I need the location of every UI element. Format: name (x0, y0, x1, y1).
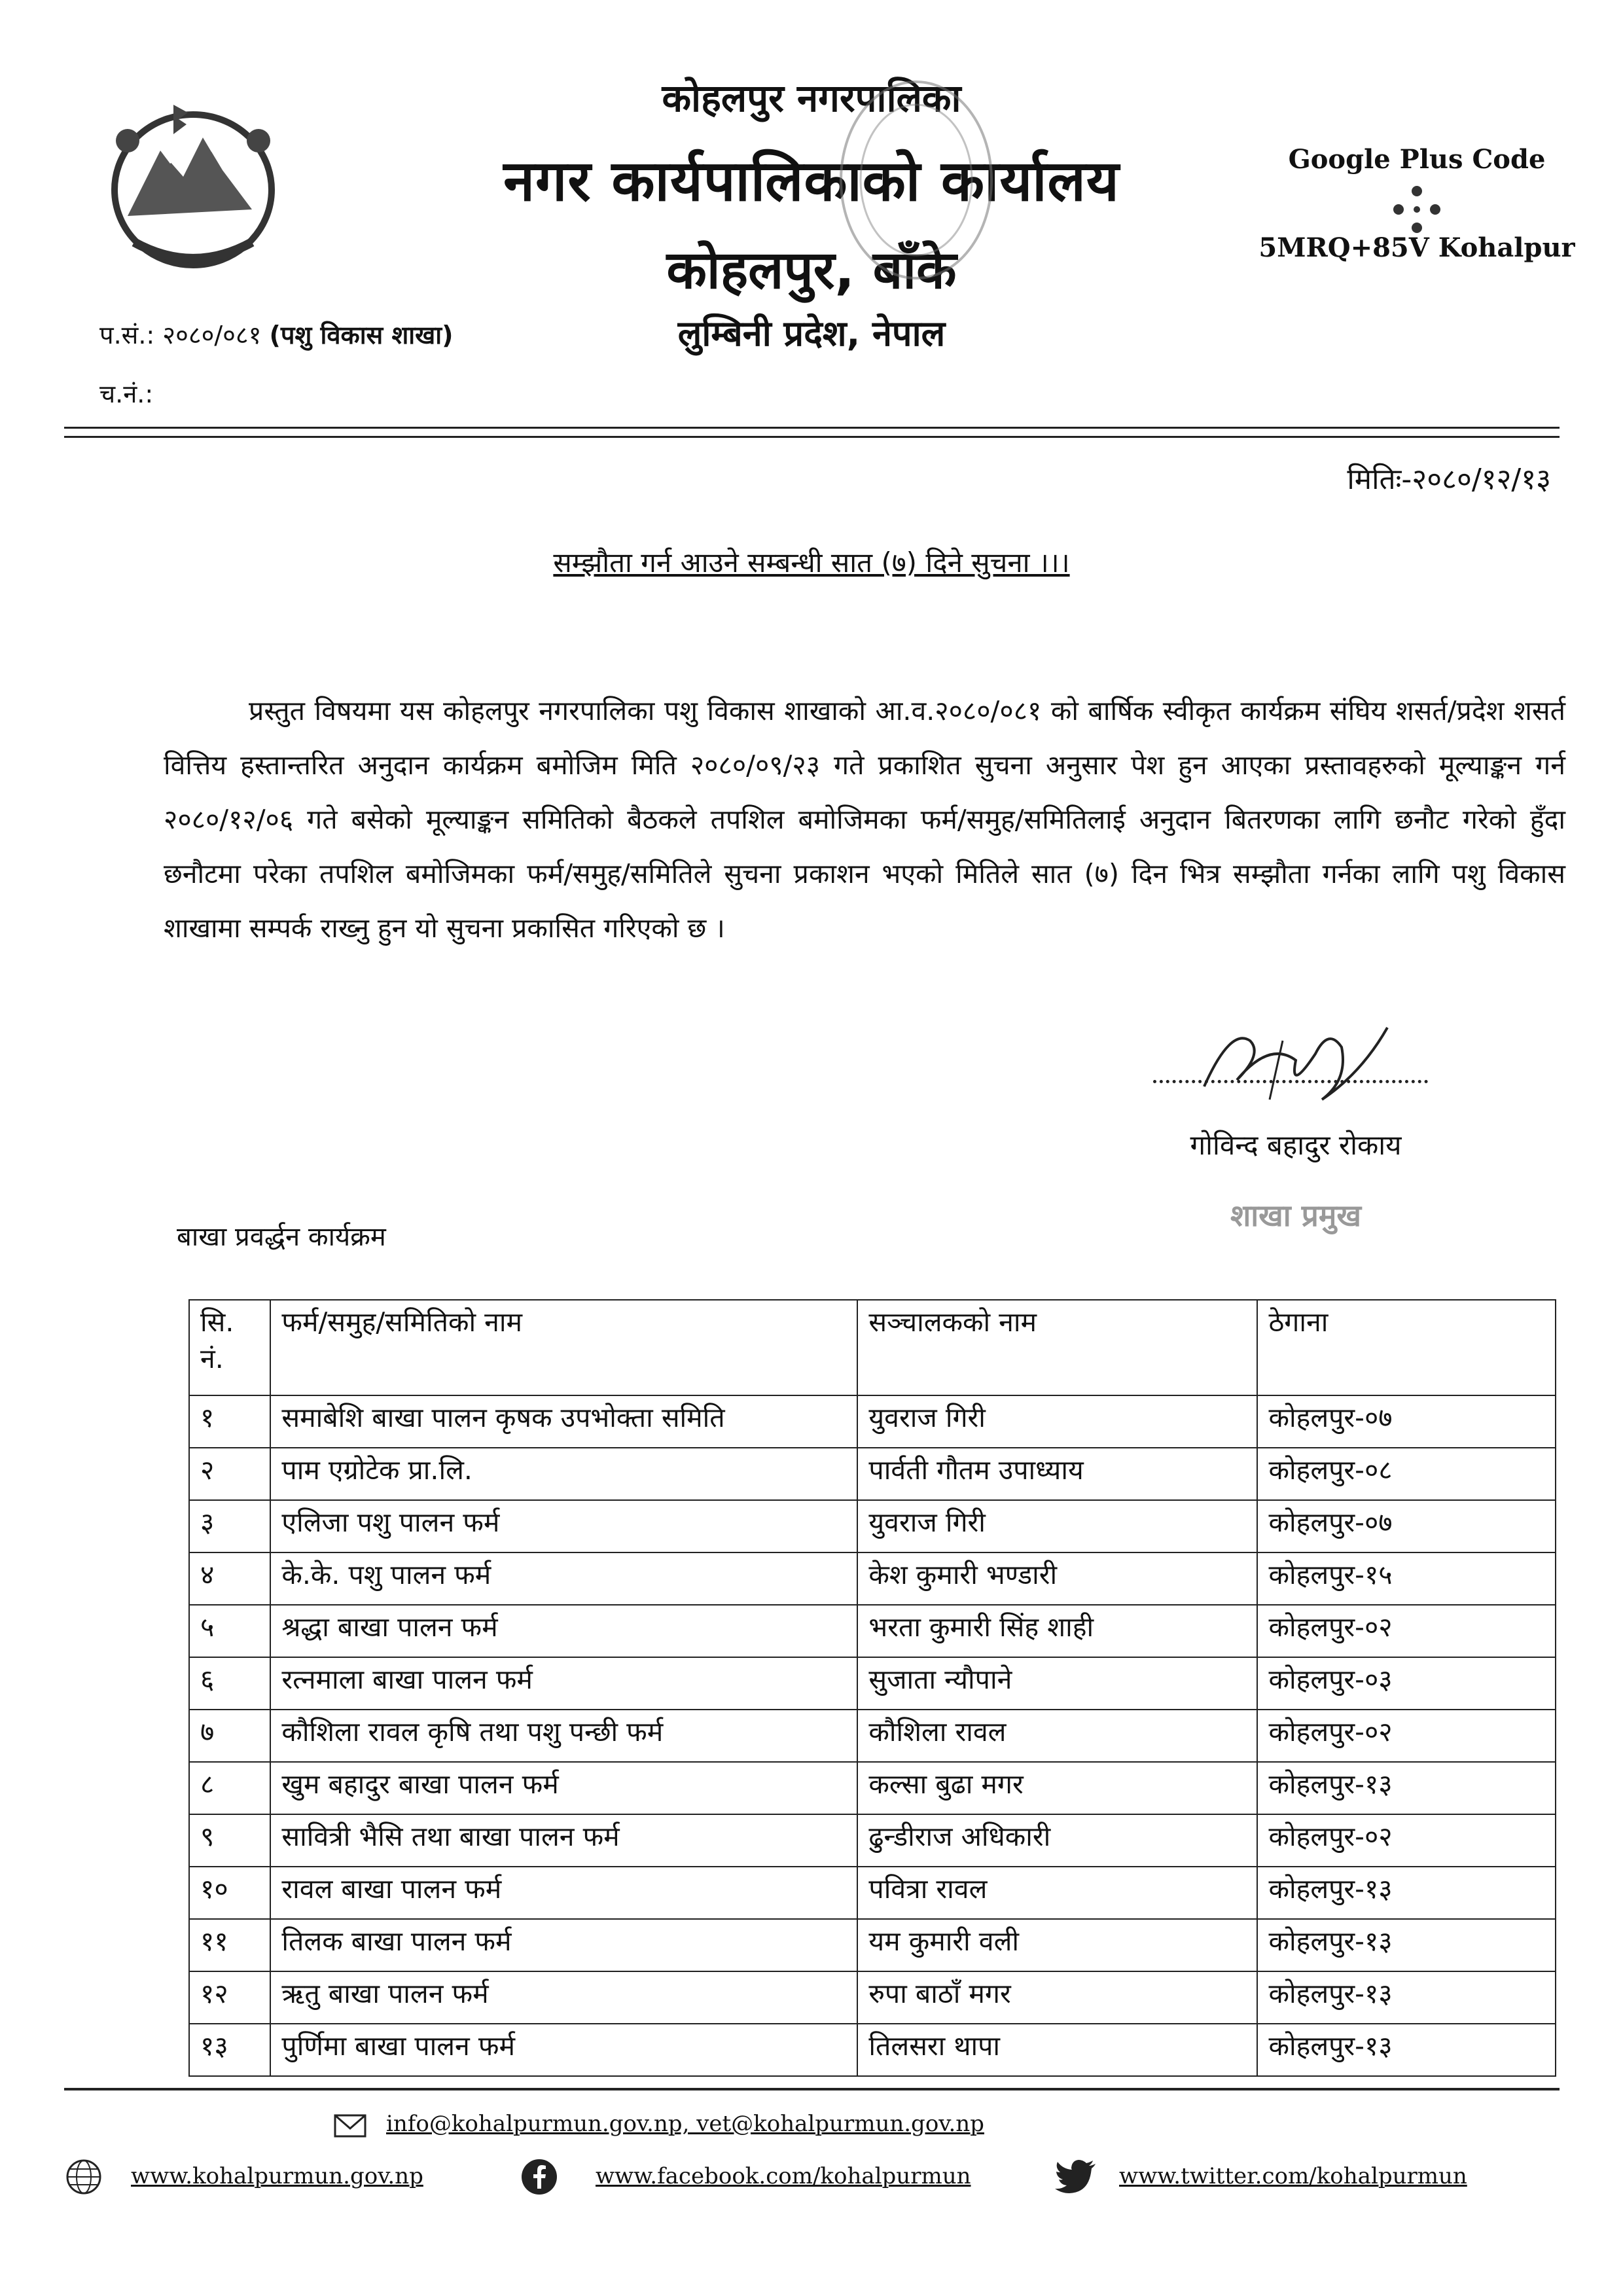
header-firm: फर्म/समुह/समितिको नाम (270, 1300, 857, 1395)
cell-operator-name: केश कुमारी भण्डारी (857, 1552, 1257, 1605)
province-country: लुम्बिनी प्रदेश, नेपाल (677, 313, 946, 354)
table-row (189, 1762, 1556, 1814)
cell-serial: ६ (189, 1657, 270, 1710)
cell-address: कोहलपुर-१३ (1257, 2024, 1556, 2076)
facebook-icon (521, 2159, 558, 2195)
cell-address: कोहलपुर-०७ (1257, 1500, 1556, 1552)
plus-code-title: Google Plus Code (1288, 144, 1546, 175)
office-name: नगर कार्यपालिकाको कार्यालय (503, 149, 1120, 214)
signature-image (1191, 1001, 1400, 1126)
cell-serial: १३ (189, 2024, 270, 2076)
notice-subject: सम्झौता गर्न आउने सम्बन्धी सात (७) दिने सुचना ।।। (553, 547, 1070, 579)
signatory-title-stamp: शाखा प्रमुख (1230, 1198, 1362, 1233)
cell-address: कोहलपुर-०८ (1257, 1448, 1556, 1500)
cell-firm-name: पुर्णिमा बाखा पालन फर्म (270, 2024, 857, 2076)
cell-address: कोहलपुर-०३ (1257, 1657, 1556, 1710)
cell-firm-name: ऋतु बाखा पालन फर्म (270, 1971, 857, 2024)
office-location: कोहलपुर, बाँके (666, 240, 957, 300)
cell-serial: ८ (189, 1762, 270, 1814)
cell-serial: १० (189, 1867, 270, 1919)
globe-icon (65, 2159, 102, 2195)
cell-operator-name: भरता कुमारी सिंह शाही (857, 1605, 1257, 1657)
table-row (189, 1448, 1556, 1500)
footer-divider (64, 2088, 1560, 2090)
header-address: ठेगाना (1257, 1300, 1556, 1395)
table-row (189, 1552, 1556, 1605)
table-row (189, 1395, 1556, 1448)
table-row (189, 1919, 1556, 1971)
footer-facebook[interactable]: www.facebook.com/kohalpurmun (596, 2163, 971, 2189)
plus-code-icon (1391, 183, 1443, 236)
municipality-name: कोहलपुर नगरपालिका (662, 76, 961, 120)
cell-address: कोहलपुर-०२ (1257, 1814, 1556, 1867)
cell-address: कोहलपुर-१५ (1257, 1552, 1556, 1605)
cell-firm-name: के.के. पशु पालन फर्म (270, 1552, 857, 1605)
cell-operator-name: पवित्रा रावल (857, 1867, 1257, 1919)
twitter-icon (1055, 2160, 1097, 2194)
reference-number (99, 317, 453, 351)
cell-operator-name: यम कुमारी वली (857, 1919, 1257, 1971)
cell-operator-name: तिलसरा थापा (857, 2024, 1257, 2076)
table-row (189, 1605, 1556, 1657)
header-serial: सि. नं. (189, 1300, 270, 1395)
cell-address: कोहलपुर-१३ (1257, 1762, 1556, 1814)
table-row (189, 1814, 1556, 1867)
cell-firm-name: श्रद्धा बाखा पालन फर्म (270, 1605, 857, 1657)
mail-icon (334, 2114, 366, 2138)
cell-address: कोहलपुर-१३ (1257, 1971, 1556, 2024)
chalani-number: च.नं.: (99, 380, 154, 408)
cell-serial: ११ (189, 1919, 270, 1971)
cell-firm-name: एलिजा पशु पालन फर्म (270, 1500, 857, 1552)
footer-email[interactable]: info@kohalpurmun.gov.np, vet@kohalpurmun.gov.np (386, 2111, 984, 2137)
cell-address: कोहलपुर-०२ (1257, 1605, 1556, 1657)
cell-serial: २ (189, 1448, 270, 1500)
cell-address: कोहलपुर-०२ (1257, 1710, 1556, 1762)
cell-serial: १२ (189, 1971, 270, 2024)
header-divider (64, 427, 1560, 429)
plus-code-value: 5MRQ+85V Kohalpur (1258, 232, 1575, 263)
table-row (189, 1867, 1556, 1919)
cell-firm-name: कौशिला रावल कृषि तथा पशु पन्छी फर्म (270, 1710, 857, 1762)
cell-firm-name: तिलक बाखा पालन फर्म (270, 1919, 857, 1971)
table-row (189, 1710, 1556, 1762)
cell-serial: ४ (189, 1552, 270, 1605)
header-operator: सञ्चालकको नाम (857, 1300, 1257, 1395)
cell-operator-name: सुजाता न्यौपाने (857, 1657, 1257, 1710)
cell-firm-name: रावल बाखा पालन फर्म (270, 1867, 857, 1919)
cell-operator-name: पार्वती गौतम उपाध्याय (857, 1448, 1257, 1500)
cell-address: कोहलपुर-०७ (1257, 1395, 1556, 1448)
cell-serial: ९ (189, 1814, 270, 1867)
cell-address: कोहलपुर-१३ (1257, 1867, 1556, 1919)
notice-body: प्रस्तुत विषयमा यस कोहलपुर नगरपालिका पशु विकास शाखाको आ.व.२०८०/०८१ को बार्षिक स्वीकृत कार्यक्रम संघिय शसर्त/प्रदेश शसर्त वित्तिय हस्तान्तरित अनुदान कार्यक्रम बमोजिम मिति २०८०/०९/२३ गते प्रकाशित सुचना अनुसार पेश हुन आएका प्रस्तावहरुको मूल्याङ्कन गर्न २०८०/१२/०६ गते बसेको मूल्याङ्कन समितिको बैठकले तपशिल बमोजिमका फर्म/समुह/समितिलाई अनुदान बितरणका लागि छनौट गरेको हुँदा छनौटमा परेका तपशिल बमोजिमका फर्म/समुह/समितिले सुचना प्रकाशन भएको मितिले सात (७) दिन भित्र सम्झौता गर्नका लागि पशु विकास शाखामा सम्पर्क राख्नु हुन यो सुचना प्रकासित गरिएको छ । (164, 695, 1565, 944)
cell-operator-name: कल्सा बुढा मगर (857, 1762, 1257, 1814)
table-row (189, 2024, 1556, 2076)
cell-operator-name: युवराज गिरी (857, 1500, 1257, 1552)
footer-website[interactable]: www.kohalpurmun.gov.np (131, 2163, 423, 2189)
signatory-name: गोविन्द बहादुर रोकाय (1190, 1129, 1402, 1161)
table-row (189, 1657, 1556, 1710)
cell-operator-name: ढुन्डीराज अधिकारी (857, 1814, 1257, 1867)
program-title: बाखा प्रवर्द्धन कार्यक्रम (177, 1222, 386, 1252)
footer-twitter[interactable]: www.twitter.com/kohalpurmun (1119, 2163, 1467, 2189)
cell-firm-name: समाबेशि बाखा पालन कृषक उपभोक्ता समिति (270, 1395, 857, 1448)
cell-serial: ७ (189, 1710, 270, 1762)
table-row (189, 1500, 1556, 1552)
table-row (189, 1971, 1556, 2024)
cell-serial: ५ (189, 1605, 270, 1657)
table-header-row (189, 1300, 1556, 1395)
beneficiary-table (188, 1299, 1556, 2077)
cell-serial: १ (189, 1395, 270, 1448)
cell-operator-name: कौशिला रावल (857, 1710, 1257, 1762)
header-divider-2 (64, 436, 1560, 438)
cell-address: कोहलपुर-१३ (1257, 1919, 1556, 1971)
patra-sankhya: प.सं.: २०८०/०८१ (99, 321, 262, 350)
cell-firm-name: पाम एग्रोटेक प्रा.लि. (270, 1448, 857, 1500)
cell-serial: ३ (189, 1500, 270, 1552)
branch-name: (पशु विकास शाखा) (269, 321, 454, 350)
cell-firm-name: रत्नमाला बाखा पालन फर्म (270, 1657, 857, 1710)
letter-date: मितिः-२०८०/१२/१३ (1347, 463, 1551, 496)
cell-operator-name: युवराज गिरी (857, 1395, 1257, 1448)
cell-firm-name: सावित्री भैसि तथा बाखा पालन फर्म (270, 1814, 857, 1867)
office-stamp (831, 72, 1001, 288)
cell-firm-name: खुम बहादुर बाखा पालन फर्म (270, 1762, 857, 1814)
cell-operator-name: रुपा बाठाँ मगर (857, 1971, 1257, 2024)
signature-line (1153, 1080, 1428, 1083)
